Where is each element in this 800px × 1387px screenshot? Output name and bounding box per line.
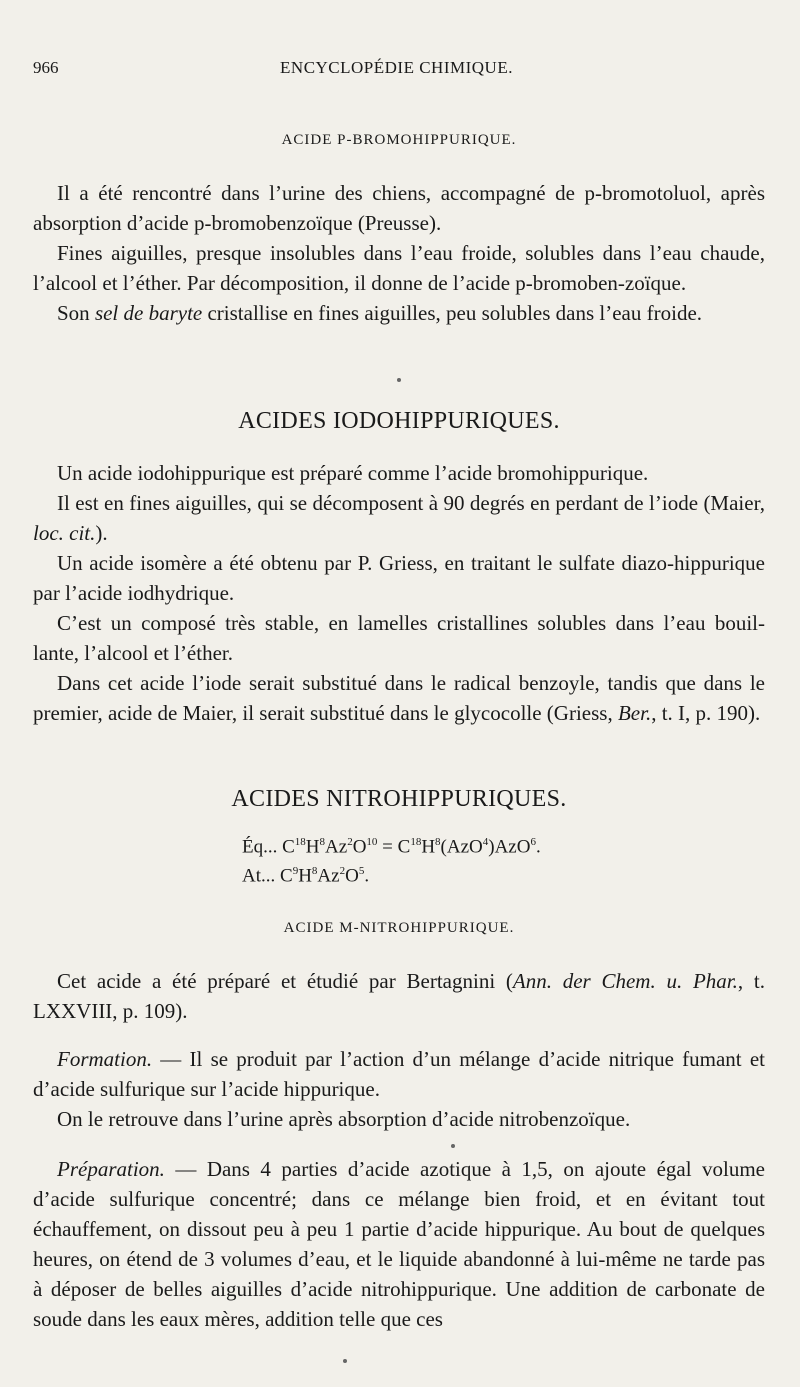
paragraph: C’est un composé très stable, en lamelles cristallines solubles dans l’eau bouil-lante, l’alcool et l’éther. [33, 611, 765, 665]
paragraph: Un acide isomère a été obtenu par P. Griess, en traitant le sulfate diazo-hippurique par l’acide iodhydrique. [33, 551, 765, 605]
subsection-title [33, 920, 765, 937]
subsection-body-1 [33, 966, 765, 1026]
paragraph: Son sel de baryte cristallise en fines aiguilles, peu solubles dans l’eau froide. [57, 301, 703, 325]
ink-dot [343, 1359, 347, 1363]
ink-dot [397, 378, 401, 382]
section-title: ACIDE P-BROMOHIPPURIQUE. [281, 132, 517, 148]
paragraph: Fines aiguilles, presque insolubles dans l’eau froide, solubles dans l’eau chaude, l’alcool et l’éther. Par décomposition, il donne de l’acide p-bromoben-zoïque. [33, 241, 765, 295]
paragraph: Formation. — Il se produit par l’action d’un mélange d’acide nitrique fumant et d’acide sulfurique sur l’acide hippurique. [33, 1047, 765, 1101]
paragraph: On le retrouve dans l’urine après absorption d’acide nitrobenzoïque. [57, 1107, 631, 1131]
section-title: ACIDES IODOHIPPURIQUES. [238, 408, 560, 434]
paragraph: Cet acide a été préparé et étudié par Bertagnini (Ann. der Chem. u. Phar., t. LXXVIII, p. 109). [33, 969, 765, 1023]
paragraph: Dans cet acide l’iode serait substitué dans le radical benzoyle, tandis que dans le premier, acide de Maier, il serait substitué dans le glycocolle (Griess, Ber., t. I, p. 190). [33, 671, 765, 725]
formula-equivalent: Éq... $C^{18}H^8Az^2O^{10} = C^{18}H^8(AzO^4)AzO^6$. [242, 836, 541, 858]
paragraph: Préparation. — Dans 4 parties d’acide azotique à 1,5, on ajoute égal volume d’acide sulfurique concentré; dans ce mélange bien froid, et en évitant tout échauffement, on dissout peu à peu 1 partie d’acide hippurique. Au bout de quelques heures, on étend de 3 volumes d’eau, et le liquide abandonné à lui-même ne tarde pas à déposer de belles aiguilles d’acide nitrohippurique. Une addition de carbonate de soude dans les eaux mères, addition telle que ces [33, 1157, 765, 1331]
page-number: 966 [33, 58, 59, 77]
section-iodohippuriques-body [33, 458, 765, 728]
subsection-title-text: ACIDE M-NITROHIPPURIQUE. [283, 920, 515, 936]
paragraph: Il a été rencontré dans l’urine des chiens, accompagné de p-bromotoluol, après absorption d’acide p-bromobenzoïque (Preusse). [33, 181, 765, 235]
formula-atomic: At... $C^9H^8Az^2O^5$. [242, 865, 370, 887]
running-title: ENCYCLOPÉDIE CHIMIQUE. [280, 58, 513, 77]
page-header [33, 58, 760, 82]
section-nitrohippuriques-title [33, 786, 765, 813]
subsection-body-3 [33, 1154, 765, 1334]
formula-block [242, 830, 541, 889]
ink-dot [451, 1144, 455, 1148]
section-bromohippurique-title [33, 132, 765, 149]
section-title: ACIDES NITROHIPPURIQUES. [231, 786, 567, 812]
paragraph: Il est en fines aiguilles, qui se décomposent à 90 degrés en perdant de l’iode (Maier, loc. cit.). [33, 491, 765, 545]
subsection-body-2 [33, 1044, 765, 1134]
paragraph: Un acide iodohippurique est préparé comme l’acide bromohippurique. [57, 461, 649, 485]
section-iodohippuriques-title [33, 408, 765, 435]
section-bromohippurique-body [33, 178, 765, 328]
